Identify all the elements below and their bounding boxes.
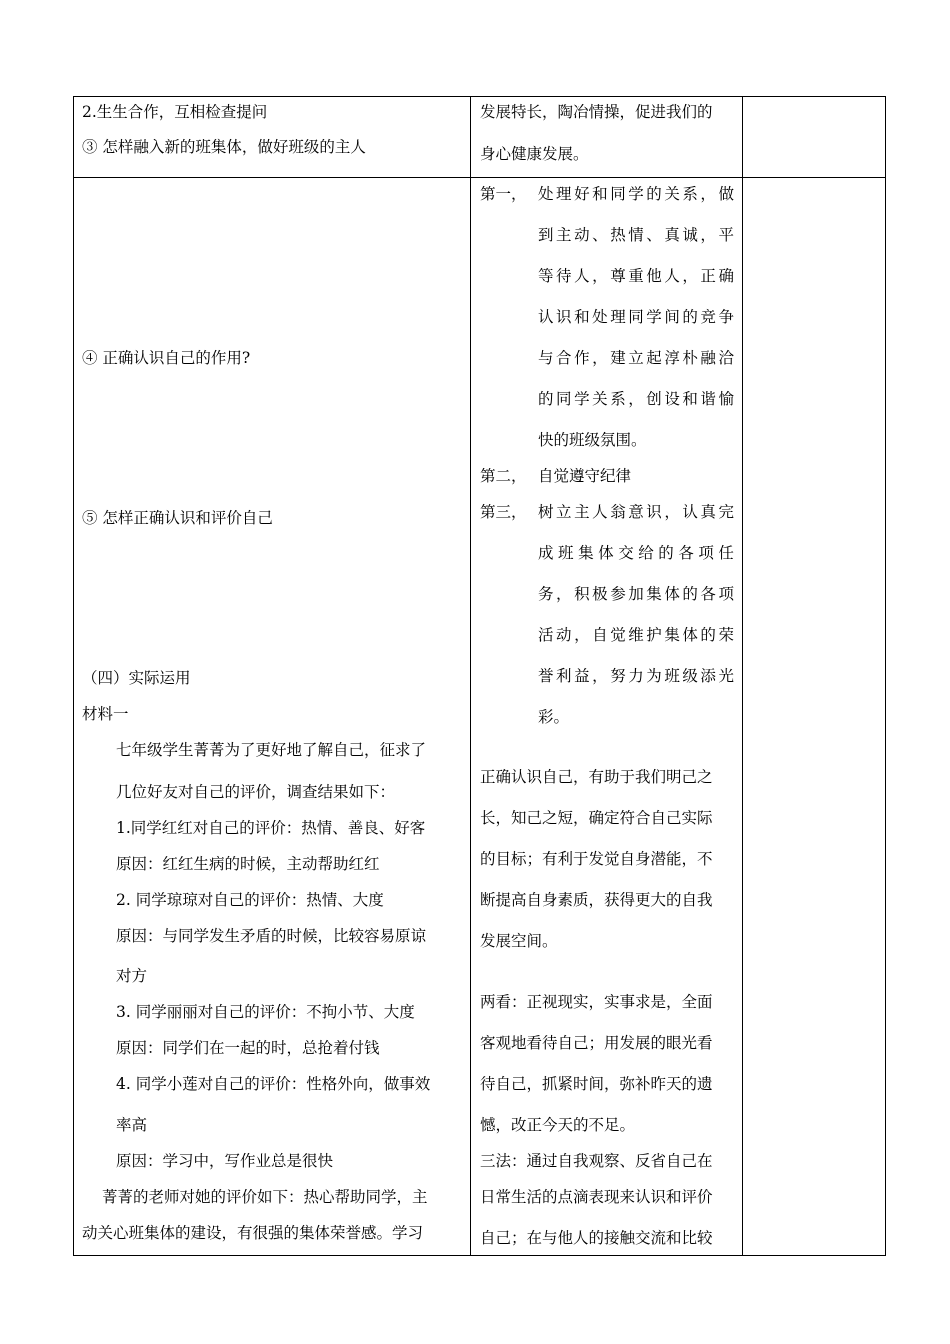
material-line: 2. 同学琼琼对自己的评价：热情、大度 [116,891,384,909]
point-1-line: 到 主 动 、 热 情 、 真 诚 ， 平 [538,226,734,244]
material-line: 动关心班集体的建设，有很强的集体荣誉感。学习 [82,1224,424,1242]
point-1-line: 认 识 和 处 理 同 学 间 的 竞 争 [538,308,734,326]
material-line: 菁菁的老师对她的评价如下：热心帮助同学，主 [102,1188,428,1206]
point-1-line: 与 合 作 ， 建 立 起 淳 朴 融 洽 [538,349,734,367]
text-line: 发展特长，陶冶情操，促进我们的 [480,103,713,121]
text-line: 2.生生合作，互相检查提问 [82,103,268,121]
material-line: 原因：同学们在一起的时，总抢着付钱 [116,1039,380,1057]
point-1-line: 等 待 人 ， 尊 重 他 人 ， 正 确 [538,267,734,285]
text-line: 身心健康发展。 [480,145,589,163]
point-1-line: 的 同 学 关 系 ， 创 设 和 谐 愉 [538,390,734,408]
cell-main-left [82,178,466,1254]
answer-5-line: 憾，改正今天的不足。 [480,1116,636,1134]
answer-5-line: 日常生活的点滴表现来认识和评价 [480,1188,713,1206]
material-title: 材料一 [82,705,129,723]
cell-top-right-empty [743,97,885,177]
table-column-divider-1 [470,96,471,1256]
answer-4-line: 的目标；有利于发觉自身潜能，不 [480,850,713,868]
table-border-right [885,96,886,1256]
answer-5-line: 客观地看待自己；用发展的眼光看 [480,1034,713,1052]
point-3-line: 务 ， 积 极 参 加 集 体 的 各 项 [538,585,734,603]
material-line: 4. 同学小莲对自己的评价：性格外向，做事效 [116,1075,431,1093]
material-line: 率高 [116,1116,148,1134]
material-line: 对方 [116,967,148,985]
text-line: ③ 怎样融入新的班集体，做好班级的主人 [82,138,366,156]
answer-5-line: 三法：通过自我观察、反省自己在 [480,1152,713,1170]
cell-main-right-empty [743,178,885,1255]
material-line: 1.同学红红对自己的评价：热情、善良、好客 [116,819,426,837]
material-line: 七年级学生菁菁为了更好地了解自己，征求了 [116,741,427,759]
cell-main-middle [480,178,734,1254]
point-3-line: 树 立 主 人 翁 意 识 ， 认 真 完 [538,503,734,521]
material-line: 几位好友对自己的评价，调查结果如下： [116,783,396,801]
table-border-left [73,96,74,1256]
point-2-label: 第二， [480,467,527,485]
answer-5-line: 两看：正视现实，实事求是，全面 [480,993,713,1011]
point-1-line: 快的班级氛围。 [538,431,647,449]
answer-4-line: 发展空间。 [480,932,558,950]
material-line: 原因：红红生病的时候，主动帮助红红 [116,855,380,873]
answer-4-line: 正确认识自己，有助于我们明己之 [480,768,713,786]
answer-5-line: 自己；在与他人的接触交流和比较 [480,1229,713,1247]
material-line: 3. 同学丽丽对自己的评价：不拘小节、大度 [116,1003,415,1021]
section-heading: （四）实际运用 [82,669,191,687]
question-4: ④ 正确认识自己的作用? [82,349,251,367]
point-1-line: 处 理 好 和 同 学 的 关 系 ， 做 [538,185,734,203]
point-3-label: 第三， [480,503,527,521]
answer-4-line: 断提高自身素质，获得更大的自我 [480,891,713,909]
point-3-line: 彩。 [538,708,570,726]
point-1-label: 第一， [480,185,527,203]
question-5: ⑤ 怎样正确认识和评价自己 [82,509,273,527]
table-border-bottom [73,1255,886,1256]
point-3-line: 活 动 ， 自 觉 维 护 集 体 的 荣 [538,626,734,644]
answer-4-line: 长，知己之短，确定符合自己实际 [480,809,713,827]
material-line: 原因：与同学发生矛盾的时候，比较容易原谅 [116,927,427,945]
material-line: 原因：学习中，写作业总是很快 [116,1152,334,1170]
answer-5-line: 待自己，抓紧时间，弥补昨天的遗 [480,1075,713,1093]
point-2-text: 自觉遵守纪律 [538,467,632,485]
point-3-line: 成 班 集 体 交 给 的 各 项 任 [538,544,734,562]
point-3-line: 誉 利 益 ， 努 力 为 班 级 添 光 [538,667,734,685]
